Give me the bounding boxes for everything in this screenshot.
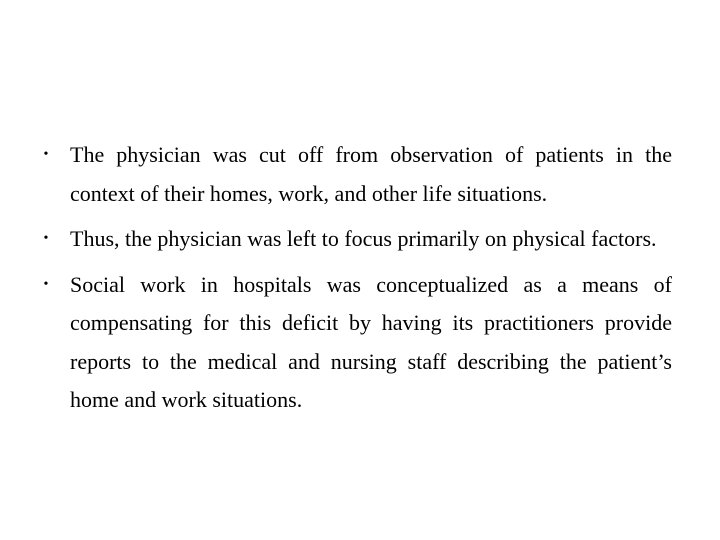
bullet-item-social-work <box>36 266 672 420</box>
bullet-item-observation <box>36 136 672 213</box>
bullet-text: Thus, the physician was left to focus primarily on physical factors. <box>70 226 657 251</box>
bullet-text: The physician was cut off from observation of patients in the context of their homes, work, and other life situations. <box>70 142 672 206</box>
bullet-text: Social work in hospitals was conceptualized as a means of compensating for this deficit by having its practitioners provide reports to the medical and nursing staff describing the patient’s home and work situations. <box>70 271 672 412</box>
bullet-dot-icon: • <box>43 147 49 162</box>
bullet-item-physical-factors <box>36 220 672 259</box>
bullet-dot-icon: • <box>43 276 49 292</box>
bullet-list <box>36 136 672 420</box>
bullet-dot-icon: • <box>43 231 49 246</box>
